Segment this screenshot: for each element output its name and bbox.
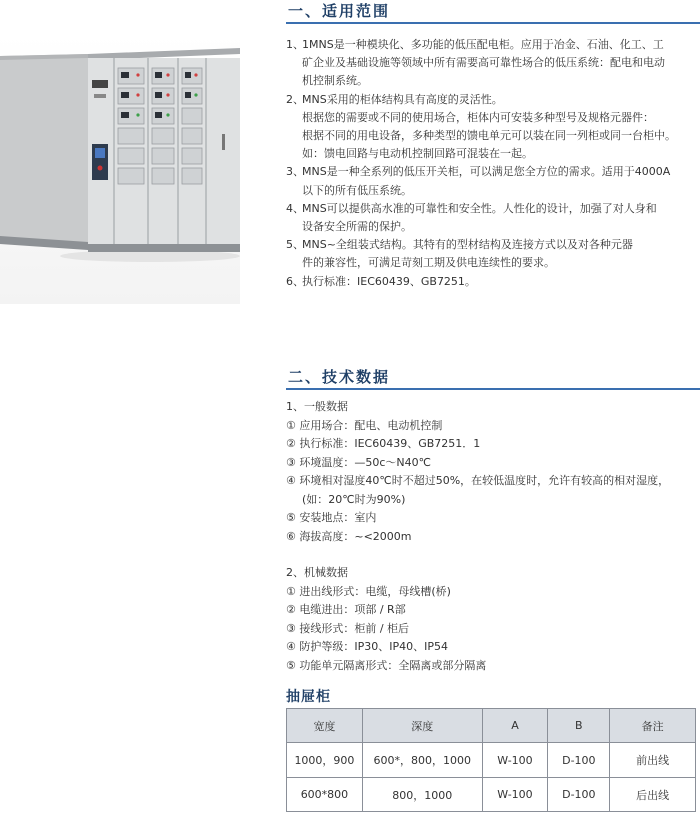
spec-table [286,708,696,812]
item-number: 2、 [286,92,304,106]
table-cell: W-100 [482,743,548,778]
column-header: 深度 [362,709,482,743]
item-text: 1MNS是一种模块化、多功能的低压配电柜。应用于冶金、石油、化工、工 矿企业及基础设施等领域中所有需要高可靠性场合的低压系统：配电和电动 机控制系统。 [302,38,665,88]
section1-header [286,2,700,24]
switchgear-cabinet-image [0,34,240,304]
mech-data-item: ① 进出线形式：电缆，母线槽(桥) [286,584,451,598]
table-cell: 800，1000 [362,778,482,812]
mech-data-item: ④ 防护等级：IP30、IP40、IP54 [286,640,448,653]
item-text: MNS~全组装式结构。其特有的型材结构及连接方式以及对各种元器 件的兼容性，可满足苛刻工期及供电连续性的要求。 [302,238,633,270]
item-text: MNS是一种全系列的低压开关柜，可以满足您全方位的需求。适用于4000A 以下的所有低压系统。 [302,165,671,197]
section1-rule [286,22,700,24]
general-data-item: (如：20℃时为90%) [302,492,406,506]
list-item [286,200,700,236]
item-number: 3、 [286,165,304,179]
general-data-item: ① 应用场合：配电、电动机控制 [286,418,443,432]
mech-data-item: ② 电缆进出：项部 / R部 [286,603,406,616]
table-cell: W-100 [482,778,548,812]
list-item [286,91,700,164]
item-text: MNS采用的柜体结构具有高度的灵活性。 根据您的需要或不同的使用场合，柜体内可安装多种型号及规格元器件： 根据不同的用电设备，多种类型的馈电单元可以装在同一列柜或同一台柜中。 如：馈电回路与电动机控制回路可混装在一起。 [302,92,676,161]
item-number: 1、 [286,38,304,51]
section1-title: 一、适用范围 [288,2,391,20]
general-data-item: ⑤ 安装地点：室内 [286,511,377,524]
column-header: A [482,709,548,743]
table-cell: D-100 [548,743,610,778]
table-cell: 前出线 [610,743,696,778]
section2-rule [286,388,700,390]
mech-data-item: ⑤ 功能单元隔离形式：全隔离或部分隔离 [286,658,487,672]
table-header-row [287,709,696,743]
table-cell: 600*800 [287,778,363,812]
column-header: B [548,709,610,743]
list-item [286,36,700,91]
spacer [286,546,700,564]
list-item [286,236,700,272]
column-header: 备注 [610,709,696,743]
tech-data [286,398,700,675]
product-photo [0,34,240,304]
general-data-item: ② 执行标准：IEC60439、GB7251．1 [286,437,481,450]
table-cell: 1000，900 [287,743,363,778]
section2-title: 二、技术数据 [288,368,391,386]
general-data-item: ④ 环境相对湿度40℃时不超过50%，在较低温度时，允许有较高的相对湿度， [286,474,670,487]
general-data-item: ⑥ 海拔高度：~<2000m [286,529,412,543]
item-number: 5、 [286,238,304,252]
item-number: 6、 [286,274,304,288]
mech-data-item: ③ 接线形式：柜前 / 柜后 [286,621,410,635]
scope-list [286,36,700,291]
general-data-item: ③ 环境温度：—50c～N40℃ [286,455,431,469]
table-cell: 后出线 [610,778,696,812]
table-title: 抽屉柜 [286,689,331,705]
item-text: MNS可以提供高水准的可靠性和安全性。人性化的设计，加强了对人身和 设备安全所需的保护。 [302,201,657,234]
list-item [286,163,700,199]
table-cell: D-100 [548,778,610,812]
section2-header [286,368,700,390]
general-data-title: 1、一般数据 [286,400,348,413]
mech-data-title: 2、机械数据 [286,566,348,579]
table-row [287,778,696,812]
list-item [286,273,700,291]
table-cell: 600*，800，1000 [362,743,482,778]
column-header: 宽度 [287,709,363,743]
item-number: 4、 [286,201,304,215]
table-row [287,743,696,778]
item-text: 执行标准：IEC60439、GB7251。 [302,274,476,288]
